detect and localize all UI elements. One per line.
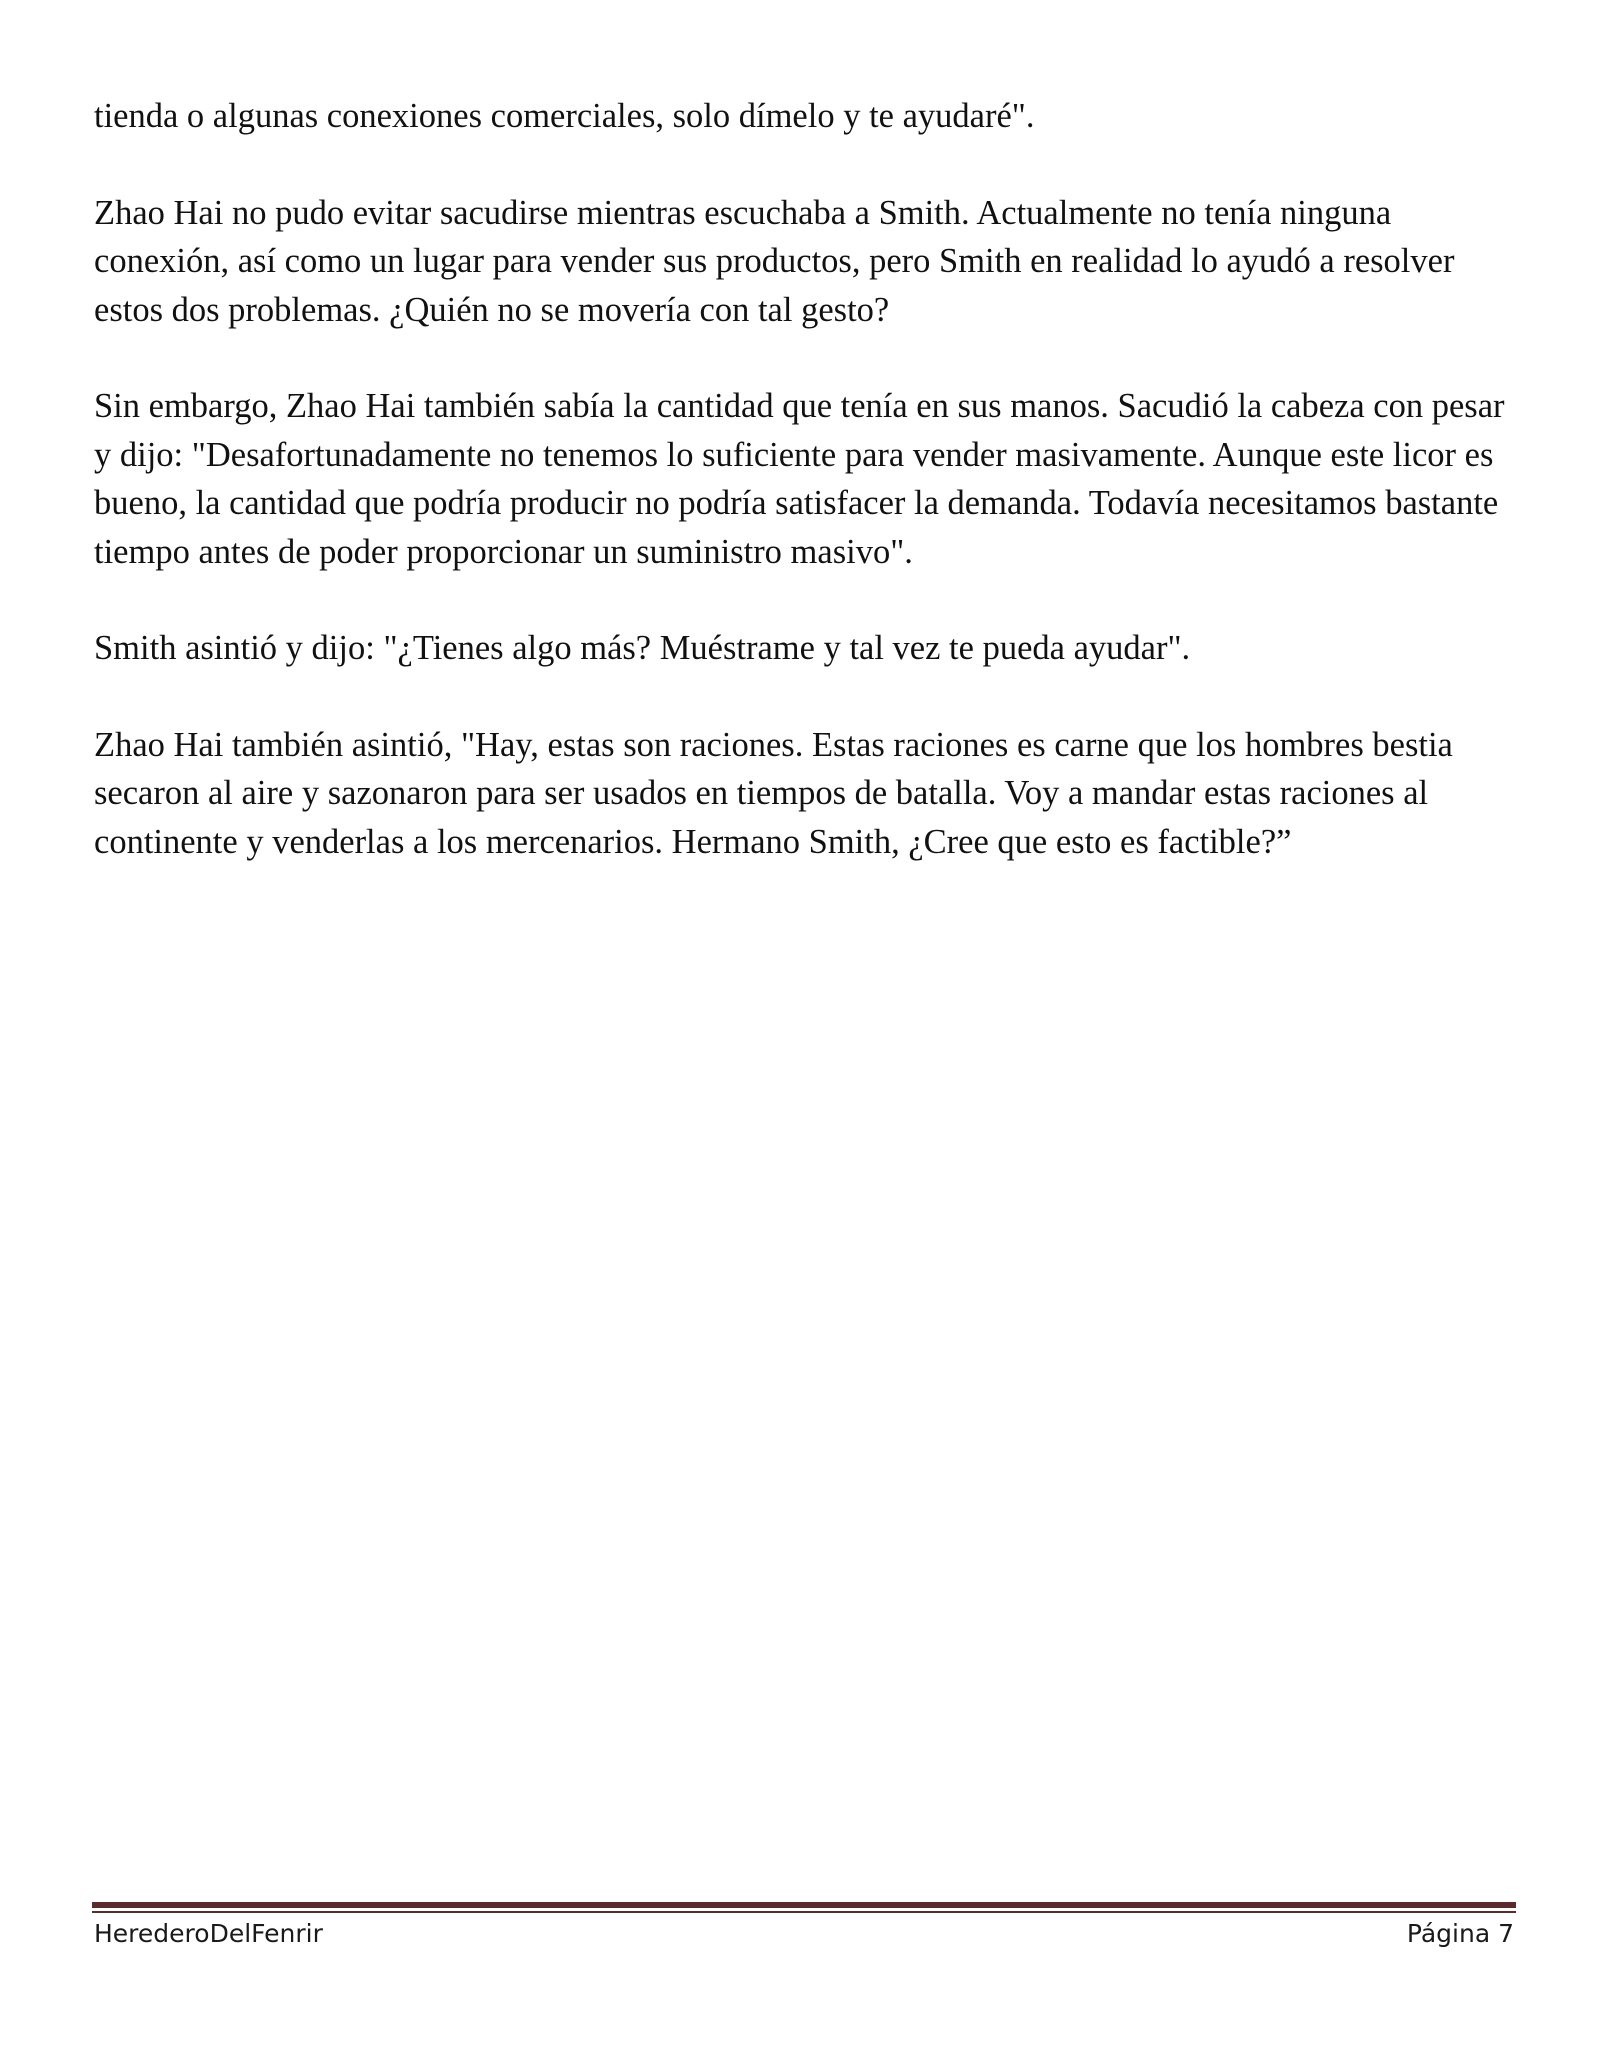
footer-divider-thin — [92, 1911, 1516, 1913]
paragraph-3: Sin embargo, Zhao Hai también sabía la cantidad que tenía en sus manos. Sacudió la cabeza con pesar y dijo: "Desafortunadamente no tenemos lo suficiente para vender masivamente. Aunque este licor es bueno, la cantidad que podría producir no podría satisfacer la demanda. Todavía necesitamos bastante tiempo antes de poder proporcionar un suministro masivo". — [94, 387, 1505, 571]
paragraph-2: Zhao Hai no pudo evitar sacudirse mientras escuchaba a Smith. Actualmente no tenía ninguna conexión, así como un lugar para vender sus productos, pero Smith en realidad lo ayudó a resolver estos dos problemas. ¿Quién no se movería con tal gesto? — [94, 193, 1455, 329]
paragraph-1: tienda o algunas conexiones comerciales, solo dímelo y te ayudaré". — [94, 97, 1035, 135]
footer-divider-thick — [92, 1902, 1516, 1908]
body-text — [94, 92, 1514, 914]
footer-author: HerederoDelFenrir — [94, 1919, 323, 1948]
footer-page-number: Página 7 — [1406, 1919, 1514, 1948]
paragraph-4: Smith asintió y dijo: "¿Tienes algo más? Muéstrame y tal vez te pueda ayudar". — [94, 629, 1191, 667]
page-footer — [94, 1914, 1514, 1954]
paragraph-5: Zhao Hai también asintió, "Hay, estas son raciones. Estas raciones es carne que los hombres bestia secaron al aire y sazonaron para ser usados en tiempos de batalla. Voy a mandar estas raciones al continente y venderlas a los mercenarios. Hermano Smith, ¿Cree que esto es factible?” — [94, 725, 1453, 861]
